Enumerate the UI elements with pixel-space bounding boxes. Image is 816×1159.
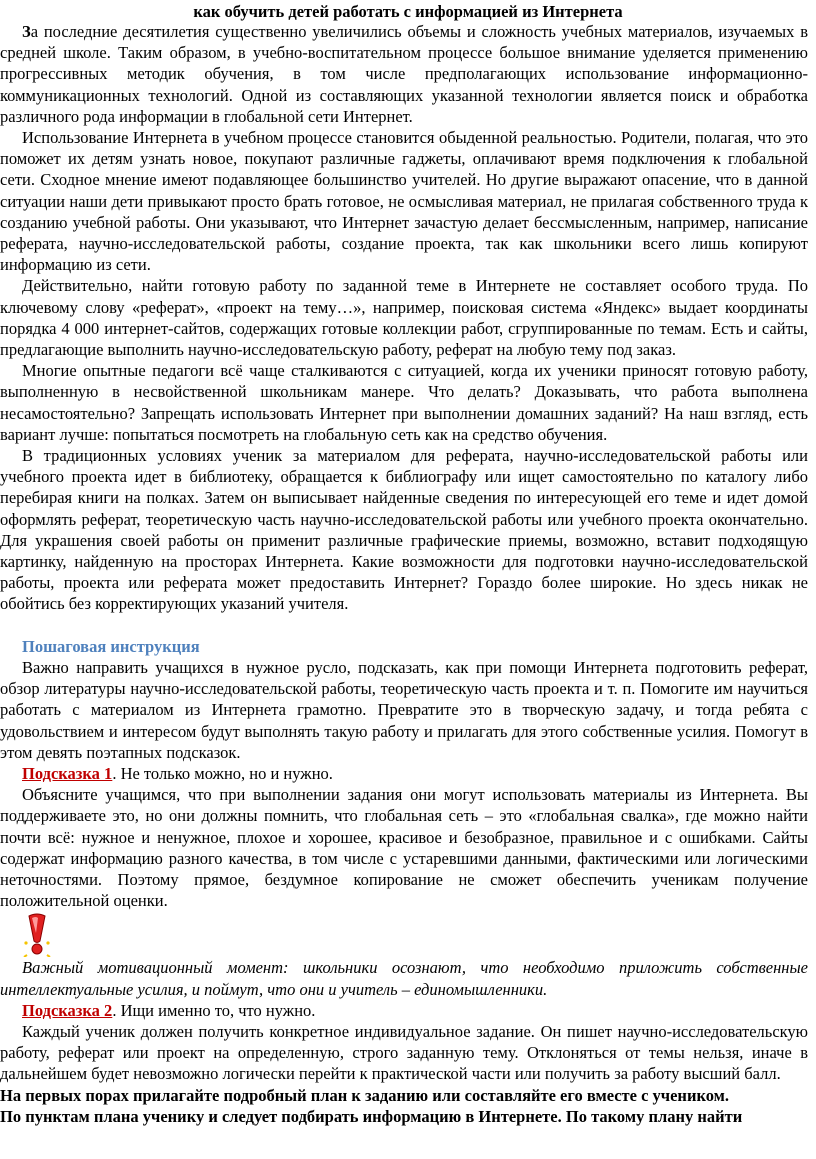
paragraph-explain: Объясните учащимся, что при выполнении задания они могут использовать материалы из Интернета. Вы поддерживаете это, но они должны помнить, что глобальная сеть – это «глобальная свалка», где можно найти почти всё: нужное и ненужное, плохое и хорошее, красивое и безобразное, правильное и с ошибками. Сайты содержат информацию разного качества, в том числе с устаревшими данными, фактическими или логическими неточностями. Поэтому прямое, бездумное копирование не сможет обеспечить ученикам получение положительной оценки. <box>0 785 808 911</box>
paragraph-ready-work: Действительно, найти готовую работу по заданной теме в Интернете не составляет особого труда. По ключевому слову «реферат», «проект на тему…», например, поисковая система «Яндекс» выдает координаты порядка 4 000 интернет-сайтов, содержащих готовые коллекции работ, сгруппированные по темам. Есть и сайты, предлагающие выполнить научно-исследовательскую работу, реферат на любую тему под заказ. <box>0 276 808 360</box>
hint-1-label: Подсказка 1 <box>22 763 113 783</box>
document-title: как обучить детей работать с информацией из Интернета <box>193 2 623 21</box>
exclamation-icon <box>22 913 52 957</box>
paragraph-intro-text: а последние десятилетия существенно увеличились объемы и сложность учебных материалов, изучаемых в средней школе. Таким образом, в учебно-воспитательном процессе большое внимание уделяется применению прогрессивных методик обучения, в том числе предполагающих использование информационно-коммуникационных технологий. Одной из составляющих указанной технологии является поиск и обработка различного рода информации в глобальной сети Интернет. <box>0 22 808 126</box>
section-heading: Пошаговая инструкция <box>22 636 200 656</box>
paragraph-instruction: Важно направить учащихся в нужное русло, подсказать, как при помощи Интернета подготовить реферат, обзор литературы научно-исследовательской работы, теоретическую часть проекта и т. п. Помогите им научиться работать с материалом из Интернета грамотно. Превратите это в творческую задачу, и тогда ребята с удовольствием и интересом будут выполнять такую работу и прилагать для этого собственные усилия. Помогут в этом девять поэтапных подсказок. <box>0 657 808 762</box>
paragraph-intro <box>0 21 808 127</box>
hint-2 <box>0 1000 808 1021</box>
hint-1 <box>0 763 808 784</box>
drop-letter: З <box>22 22 31 41</box>
paragraph-motivation: Важный мотивационный момент: школьники осознают, что необходимо приложить собственные интеллектуальные усилия, и поймут, что они и учитель – единомышленники. <box>0 958 808 999</box>
document-body <box>0 21 808 1127</box>
hint-2-label: Подсказка 2 <box>22 1000 113 1020</box>
hint-1-text: . Не только можно, но и нужно. <box>112 763 333 783</box>
paragraph-internet-use: Использование Интернета в учебном процессе становится обыденной реальностью. Родители, полагая, что это поможет их детям узнать новое, покупают различные гаджеты, оплачивают время подключения к глобальной сети. Сходное мнение имеют подавляющее большинство учителей. Но другие выражают опасение, что в данной ситуации наши дети привыкают просто брать готовое, не осмысливая материал, не прилагая собственного труда к созданию учебной работы. Они указывают, что Интернет зачастую делает бессмысленным, например, написание реферата, научно-исследовательской работы, создание проекта, так как школьники всего лишь копируют информацию из сети. <box>0 128 808 275</box>
paragraph-traditional: В традиционных условиях ученик за материалом для реферата, научно-исследовательской работы или учебного проекта идет в библиотеку, обращается к библиографу или ищет самостоятельно по каталогу либо перебирая книги на полках. Затем он выписывает найденные сведения по интересующей его теме и идет домой оформлять реферат, теоретическую часть научно-исследовательской работы или учебного проекта окончательно. Для украшения своей работы он применит различные графические приемы, возможно, вставит подходящую картинку, найденную на просторах Интернета. Какие возможности для подготовки научно-исследовательской работы, проекта или реферата может предоставить Интернет? Гораздо более широкие. Но здесь никак не обойтись без корректирующих указаний учителя. <box>0 446 808 614</box>
paragraph-task: Каждый ученик должен получить конкретное индивидуальное задание. Он пишет научно-исследовательскую работу, реферат или проект на определенную, строго заданную тему. Отклоняться от темы нельзя, иначе в дальнейшем будет невозможно логически перейти к практической части или получить за работу высший балл. <box>0 1021 808 1084</box>
hint-2-text: . Ищи именно то, что нужно. <box>112 1000 316 1020</box>
paragraph-plan: На первых порах прилагайте подробный план к заданию или составляйте его вместе с учеником. <box>0 1085 730 1105</box>
paragraph-plan-search: По пунктам плана ученику и следует подбирать информацию в Интернете. По такому плану найти <box>0 1106 743 1126</box>
paragraph-teachers: Многие опытные педагоги всё чаще сталкиваются с ситуацией, когда их ученики приносят готовую работу, выполненную в несвойственной школьникам манере. Что делать? Доказывать, что работа выполнена несамостоятельно? Запрещать использовать Интернет при выполнении домашних заданий? На наш взгляд, есть вариант лучше: попытаться посмотреть на глобальную сеть как на средство обучения. <box>0 361 808 444</box>
